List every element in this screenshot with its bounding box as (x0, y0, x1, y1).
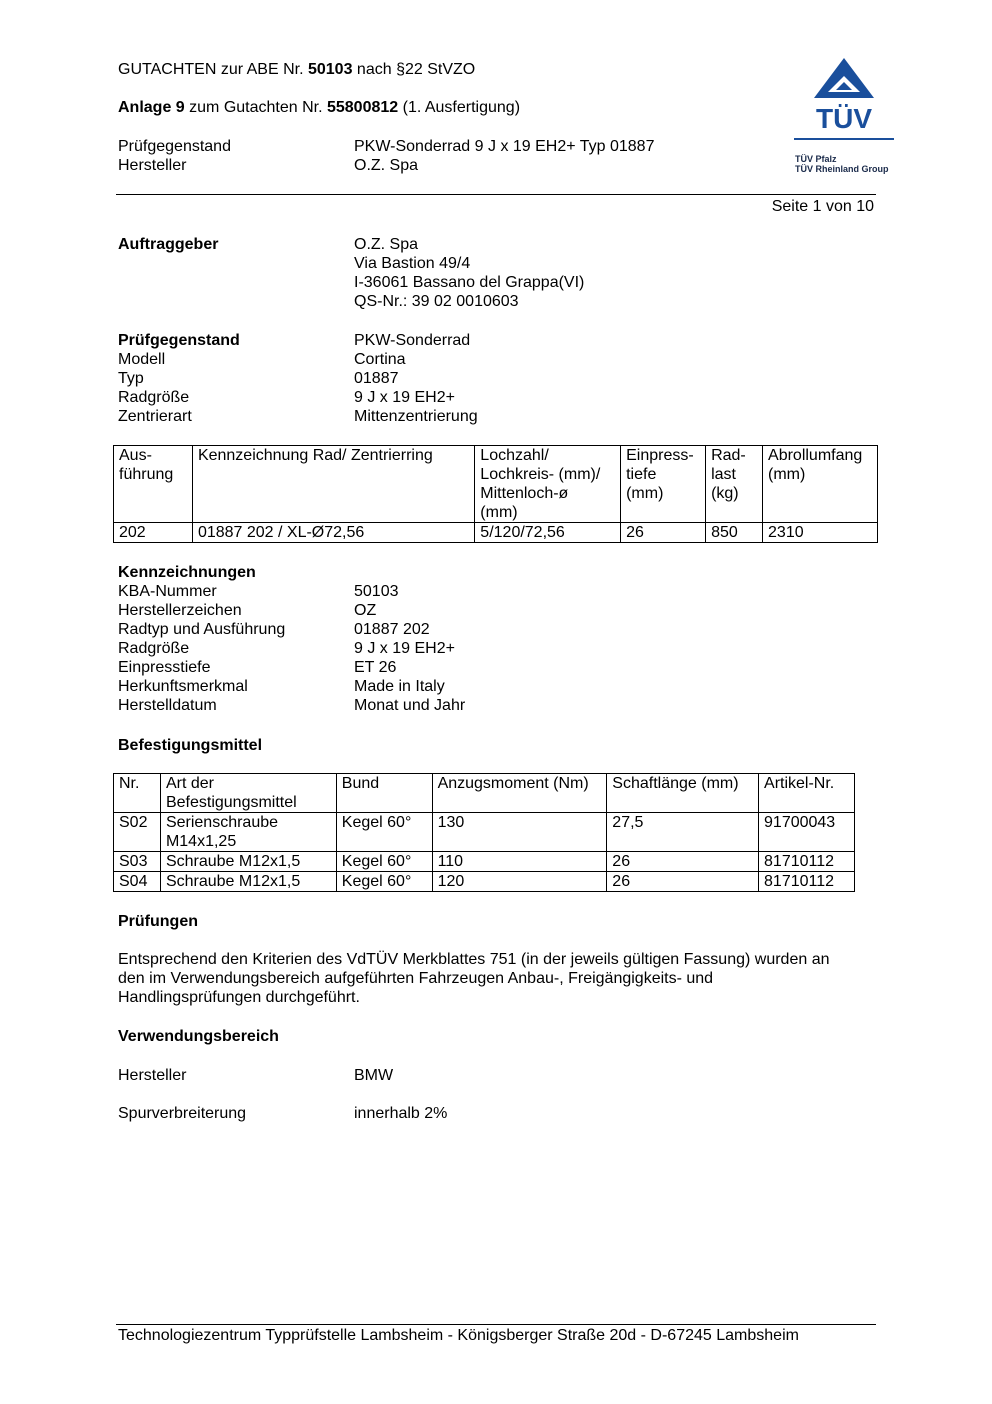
footer-rule (116, 1324, 876, 1325)
logo-line1: TÜV Pfalz (795, 154, 837, 164)
table-cell: 5/120/72,56 (475, 523, 621, 543)
header-hersteller-value: O.Z. Spa (354, 157, 419, 174)
table-cell: 110 (432, 852, 607, 872)
table-cell: Schraube M12x1,5 (160, 872, 336, 892)
kennz-label: Herstellerzeichen (118, 602, 242, 619)
spur-value: innerhalb 2% (354, 1105, 448, 1122)
auftraggeber-address (354, 235, 584, 311)
table-cell: 27,5 (607, 813, 759, 852)
table-cell: 01887 202 / XL-Ø72,56 (192, 523, 474, 543)
befestigung-table (113, 773, 855, 892)
header-cell: Aus- führung (114, 446, 193, 523)
header-pruef-value: PKW-Sonderrad 9 J x 19 EH2+ Typ 01887 (354, 138, 655, 155)
table-cell: Kegel 60° (336, 813, 432, 852)
page-info: Seite 1 von 10 (771, 198, 874, 215)
table-cell: 130 (432, 813, 607, 852)
table-cell: Serienschraube M14x1,25 (160, 813, 336, 852)
address-line: O.Z. Spa (354, 236, 419, 253)
table-row (114, 523, 878, 543)
table-header-row (114, 774, 855, 813)
logo-brand: TÜV (816, 103, 872, 134)
address-line: QS-Nr.: 39 02 0010603 (354, 293, 519, 310)
table-row (114, 813, 855, 852)
logo-divider (794, 138, 894, 140)
table-cell: S03 (114, 852, 161, 872)
table-cell: Kegel 60° (336, 852, 432, 872)
header-pruef-label: Prüfgegenstand (118, 138, 231, 155)
table-cell: 26 (607, 852, 759, 872)
logo-line2: TÜV Rheinland Group (795, 164, 889, 174)
header-cell: Kennzeichnung Rad/ Zentrierring (192, 446, 474, 523)
kennz-value: 9 J x 19 EH2+ (354, 640, 455, 657)
paragraph-line: den im Verwendungsbereich aufgeführten Fahrzeugen Anbau-, Freigängigkeits- und (118, 970, 714, 987)
header-cell: Abrollumfang (mm) (763, 446, 878, 523)
footer-text: Technologiezentrum Typprüfstelle Lambsheim - Königsberger Straße 20d - D-67245 Lambsheim (118, 1327, 799, 1344)
detail-label: Modell (118, 351, 166, 368)
kennz-value: Made in Italy (354, 678, 445, 695)
kennz-value: 50103 (354, 583, 399, 600)
verwendung-hersteller-value: BMW (354, 1067, 394, 1084)
detail-label: Zentrierart (118, 408, 192, 425)
table-cell: 26 (621, 523, 706, 543)
tuv-logo (792, 54, 896, 178)
wheel-table (113, 445, 878, 543)
header-cell: Nr. (114, 774, 161, 813)
header-rule (116, 194, 876, 195)
table-cell: 91700043 (759, 813, 855, 852)
detail-label: Typ (118, 370, 144, 387)
header-cell: Schaftlänge (mm) (607, 774, 759, 813)
verwendung-hersteller-label: Hersteller (118, 1067, 187, 1084)
pruefgegenstand-value: PKW-Sonderrad (354, 332, 471, 349)
table-cell: 81710112 (759, 872, 855, 892)
kennz-label: Herkunftsmerkmal (118, 678, 248, 695)
document-title: GUTACHTEN zur ABE Nr. 50103 nach §22 StVZO (118, 61, 476, 78)
table-header-row (114, 446, 878, 523)
detail-value: 01887 (354, 370, 399, 387)
pruefgegenstand-heading: Prüfgegenstand (118, 332, 240, 349)
header-cell: Bund (336, 774, 432, 813)
address-line: I-36061 Bassano del Grappa(VI) (354, 274, 585, 291)
header-cell: Anzugsmoment (Nm) (432, 774, 607, 813)
pruefungen-heading: Prüfungen (118, 913, 198, 930)
table-row (114, 872, 855, 892)
verwendung-heading: Verwendungsbereich (118, 1028, 279, 1045)
table-cell: 26 (607, 872, 759, 892)
spur-label: Spurverbreiterung (118, 1105, 247, 1122)
detail-value: Mittenzentrierung (354, 408, 478, 425)
kennz-label: Radtyp und Ausführung (118, 621, 286, 638)
table-cell: Kegel 60° (336, 872, 432, 892)
address-line: Via Bastion 49/4 (354, 255, 471, 272)
header-cell: Artikel-Nr. (759, 774, 855, 813)
kennz-value: Monat und Jahr (354, 697, 466, 714)
auftraggeber-label: Auftraggeber (118, 236, 219, 253)
header-cell: Lochzahl/ Lochkreis- (mm)/ Mittenloch-ø (mm) (475, 446, 621, 523)
table-cell: 202 (114, 523, 193, 543)
header-hersteller-label: Hersteller (118, 157, 187, 174)
header-cell: Art der Befestigungsmittel (160, 774, 336, 813)
detail-label: Radgröße (118, 389, 190, 406)
detail-value: 9 J x 19 EH2+ (354, 389, 455, 406)
befestigung-heading: Befestigungsmittel (118, 737, 263, 754)
paragraph-line: Handlingsprüfungen durchgeführt. (118, 989, 360, 1006)
kennz-label: KBA-Nummer (118, 583, 217, 600)
kennz-label: Einpresstiefe (118, 659, 211, 676)
table-cell: S02 (114, 813, 161, 852)
detail-value: Cortina (354, 351, 406, 368)
header-cell: Rad- last (kg) (706, 446, 763, 523)
table-cell: 81710112 (759, 852, 855, 872)
table-cell: S04 (114, 872, 161, 892)
table-cell: Schraube M12x1,5 (160, 852, 336, 872)
pruefungen-paragraph (118, 950, 830, 1007)
kennz-value: 01887 202 (354, 621, 430, 638)
kennz-value: ET 26 (354, 659, 397, 676)
table-row (114, 852, 855, 872)
header-cell: Einpress- tiefe (mm) (621, 446, 706, 523)
kennz-label: Herstelldatum (118, 697, 217, 714)
table-cell: 2310 (763, 523, 878, 543)
table-cell: 120 (432, 872, 607, 892)
anlage-line: Anlage 9 zum Gutachten Nr. 55800812 (1. Ausfertigung) (118, 99, 521, 116)
paragraph-line: Entsprechend den Kriterien des VdTÜV Merkblattes 751 (in der jeweils gültigen Fassung) wurden an (118, 951, 830, 968)
kennz-label: Radgröße (118, 640, 190, 657)
table-cell: 850 (706, 523, 763, 543)
kennzeichnungen-heading: Kennzeichnungen (118, 564, 256, 581)
kennz-value: OZ (354, 602, 377, 619)
